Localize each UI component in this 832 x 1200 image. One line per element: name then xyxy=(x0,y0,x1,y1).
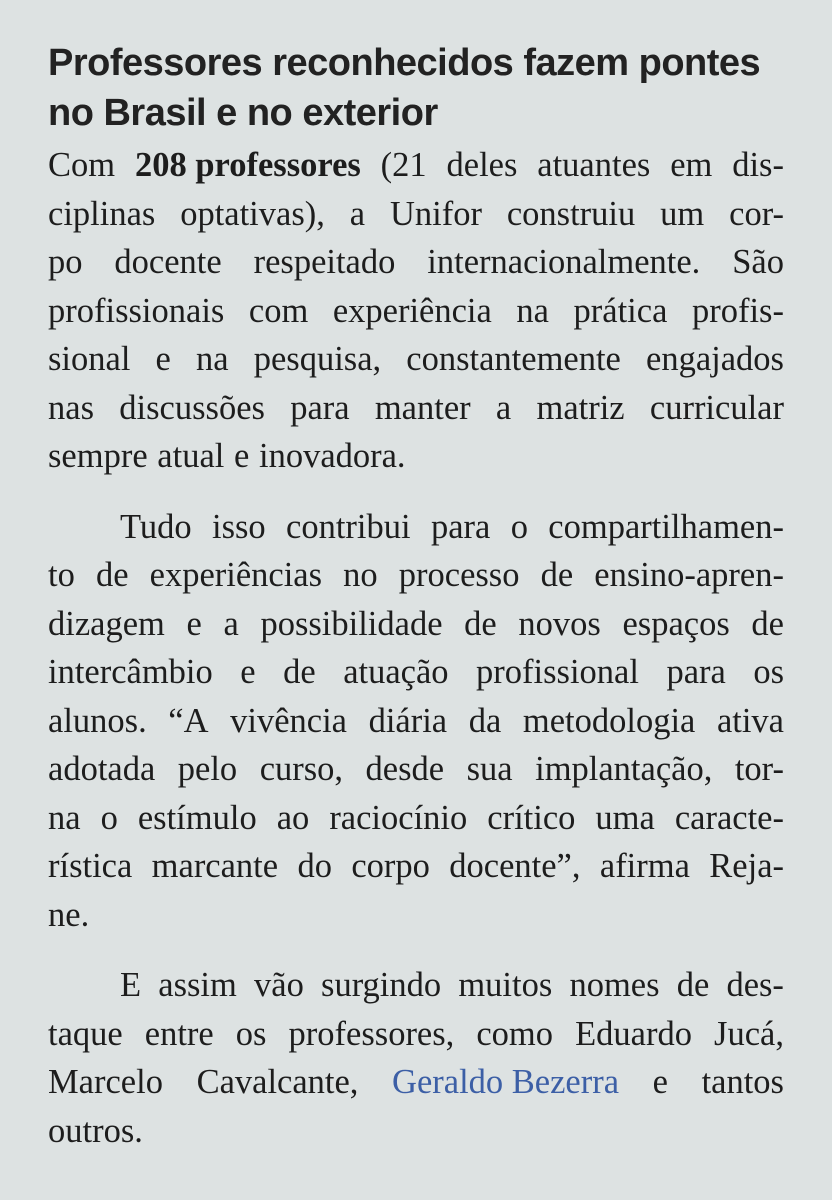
word: pelo xyxy=(177,750,238,788)
word: o xyxy=(510,507,528,546)
word: São xyxy=(732,243,784,281)
word: e xyxy=(652,1063,668,1101)
word: afirma xyxy=(599,847,690,885)
word: professores, xyxy=(288,1014,455,1053)
word: para xyxy=(290,388,350,427)
word: rística xyxy=(48,847,133,885)
word: respeitado xyxy=(253,243,396,281)
word: E xyxy=(120,966,142,1004)
word: novos xyxy=(518,604,601,643)
word: processo xyxy=(398,556,520,594)
word: ciplinas xyxy=(48,194,156,233)
word: contribui xyxy=(286,507,411,546)
paragraph-line xyxy=(48,794,784,843)
word: cor- xyxy=(729,194,784,233)
word: intercâmbio xyxy=(48,653,213,691)
paragraph-line xyxy=(48,238,784,287)
word: Unifor xyxy=(389,194,482,233)
word: profis- xyxy=(691,291,784,330)
paragraph-line xyxy=(48,335,784,384)
word: outros. xyxy=(48,1111,143,1150)
word: e xyxy=(155,340,171,378)
paragraph-line xyxy=(48,648,784,697)
word: experiência xyxy=(332,291,492,330)
word: prática xyxy=(573,291,668,330)
emphasis-text: 208 professores xyxy=(134,146,361,184)
word: a xyxy=(495,388,512,427)
word: ativa xyxy=(716,701,784,740)
paragraph-line xyxy=(48,745,784,794)
word: crítico xyxy=(487,798,576,837)
article-body xyxy=(48,141,784,1155)
word: “A xyxy=(168,701,209,740)
word: Jucá, xyxy=(714,1014,784,1053)
word: implantação, xyxy=(535,750,713,788)
headline-line: Professores reconhecidos fazem pontes xyxy=(48,42,761,84)
word: tor- xyxy=(734,750,784,788)
word: inovadora. xyxy=(258,437,406,475)
word: como xyxy=(476,1014,554,1053)
word: do xyxy=(297,847,332,885)
paragraph-line xyxy=(48,1058,784,1107)
word: construiu xyxy=(506,194,636,233)
word: engajados xyxy=(646,340,784,378)
word: entre xyxy=(144,1014,214,1053)
paragraph-line xyxy=(48,1010,784,1059)
word: de xyxy=(95,556,129,594)
word: sempre xyxy=(48,437,148,475)
word: dizagem xyxy=(48,604,165,643)
word: surgindo xyxy=(321,966,442,1004)
word: a xyxy=(349,194,366,233)
article-headline xyxy=(48,38,784,138)
word: matriz xyxy=(536,388,625,427)
word: de xyxy=(464,604,497,643)
word: Reja- xyxy=(709,847,784,885)
word: na xyxy=(196,340,229,378)
word: nomes xyxy=(569,966,660,1004)
person-name-link[interactable]: Geraldo Bezerra xyxy=(392,1063,620,1101)
word: ensino-apren- xyxy=(594,556,784,594)
word: atuação xyxy=(343,653,449,691)
headline-line: no Brasil e no exterior xyxy=(48,92,438,134)
article xyxy=(48,38,784,1155)
paragraph-line xyxy=(48,961,784,1010)
word: curricular xyxy=(649,388,784,427)
word: um xyxy=(660,194,705,233)
word: em xyxy=(670,146,713,184)
word: estímulo xyxy=(137,798,257,837)
word: constantemente xyxy=(406,340,621,378)
word: alunos. xyxy=(48,701,147,740)
word: os xyxy=(235,1014,267,1053)
word: com xyxy=(248,291,309,330)
word: des- xyxy=(726,966,784,1004)
word: caracte- xyxy=(674,798,784,837)
word: de xyxy=(540,556,574,594)
word: muitos xyxy=(458,966,553,1004)
word: docente xyxy=(114,243,222,281)
word: Eduardo xyxy=(575,1014,692,1053)
word: e xyxy=(240,653,256,691)
word: e xyxy=(186,604,202,643)
paragraph xyxy=(48,141,784,481)
word: tantos xyxy=(701,1063,784,1101)
word: dis- xyxy=(732,146,784,184)
word: metodologia xyxy=(522,701,696,740)
word: uma xyxy=(595,798,655,837)
paragraph-line xyxy=(48,697,784,746)
word: e xyxy=(234,437,250,475)
word: na xyxy=(48,798,81,837)
paragraph-line xyxy=(48,190,784,239)
word: Marcelo xyxy=(48,1063,163,1101)
word: vão xyxy=(254,966,304,1004)
word: desde xyxy=(365,750,445,788)
paragraph-line xyxy=(48,1107,784,1156)
word: o xyxy=(100,798,118,837)
word: os xyxy=(753,653,784,691)
word: possibilidade xyxy=(260,604,443,643)
word: experiências xyxy=(149,556,323,594)
word: pesquisa, xyxy=(253,340,382,378)
word: na xyxy=(516,291,549,330)
word: corpo xyxy=(351,847,430,885)
word: para xyxy=(666,653,726,691)
word: docente”, xyxy=(449,847,581,885)
word: manter xyxy=(374,388,471,427)
word: po xyxy=(48,243,83,281)
word: nas xyxy=(48,388,94,427)
word: curso, xyxy=(259,750,344,788)
word: raciocínio xyxy=(329,798,468,837)
paragraph-line xyxy=(48,600,784,649)
word: sua xyxy=(466,750,513,788)
paragraph xyxy=(48,961,784,1155)
paragraph-line xyxy=(48,432,784,481)
word: no xyxy=(343,556,378,594)
word: a xyxy=(223,604,239,643)
word: internacionalmente. xyxy=(427,243,701,281)
paragraph-line xyxy=(48,551,784,600)
word: taque xyxy=(48,1014,123,1053)
word: da xyxy=(468,701,502,740)
word: ne. xyxy=(48,895,90,934)
word: espaços xyxy=(622,604,730,643)
word: ao xyxy=(276,798,310,837)
word: diária xyxy=(368,701,448,740)
word: (21 xyxy=(380,146,427,184)
paragraph-line xyxy=(48,891,784,940)
word: Tudo xyxy=(120,507,192,546)
word: vivência xyxy=(230,701,347,740)
word: de xyxy=(751,604,784,643)
word: de xyxy=(676,966,710,1004)
paragraph-line xyxy=(48,287,784,336)
word: isso xyxy=(211,507,266,546)
word: atuantes xyxy=(537,146,651,184)
word: atual xyxy=(157,437,225,475)
word: compartilhamen- xyxy=(548,507,784,546)
paragraph xyxy=(48,503,784,940)
word: optativas), xyxy=(180,194,325,233)
word: discussões xyxy=(119,388,265,427)
word: Cavalcante, xyxy=(196,1063,359,1101)
word: para xyxy=(430,507,491,546)
paragraph-line xyxy=(48,384,784,433)
word: profissional xyxy=(476,653,639,691)
word: marcante xyxy=(151,847,279,885)
word: adotada xyxy=(48,750,156,788)
paragraph-line xyxy=(48,503,784,552)
word: de xyxy=(283,653,316,691)
word: sional xyxy=(48,340,131,378)
paragraph-line xyxy=(48,141,784,190)
word: profissionais xyxy=(48,291,225,330)
word: assim xyxy=(158,966,237,1004)
word: to xyxy=(48,556,75,594)
paragraph-line xyxy=(48,842,784,891)
word: Com xyxy=(48,146,116,184)
word: deles xyxy=(446,146,518,184)
